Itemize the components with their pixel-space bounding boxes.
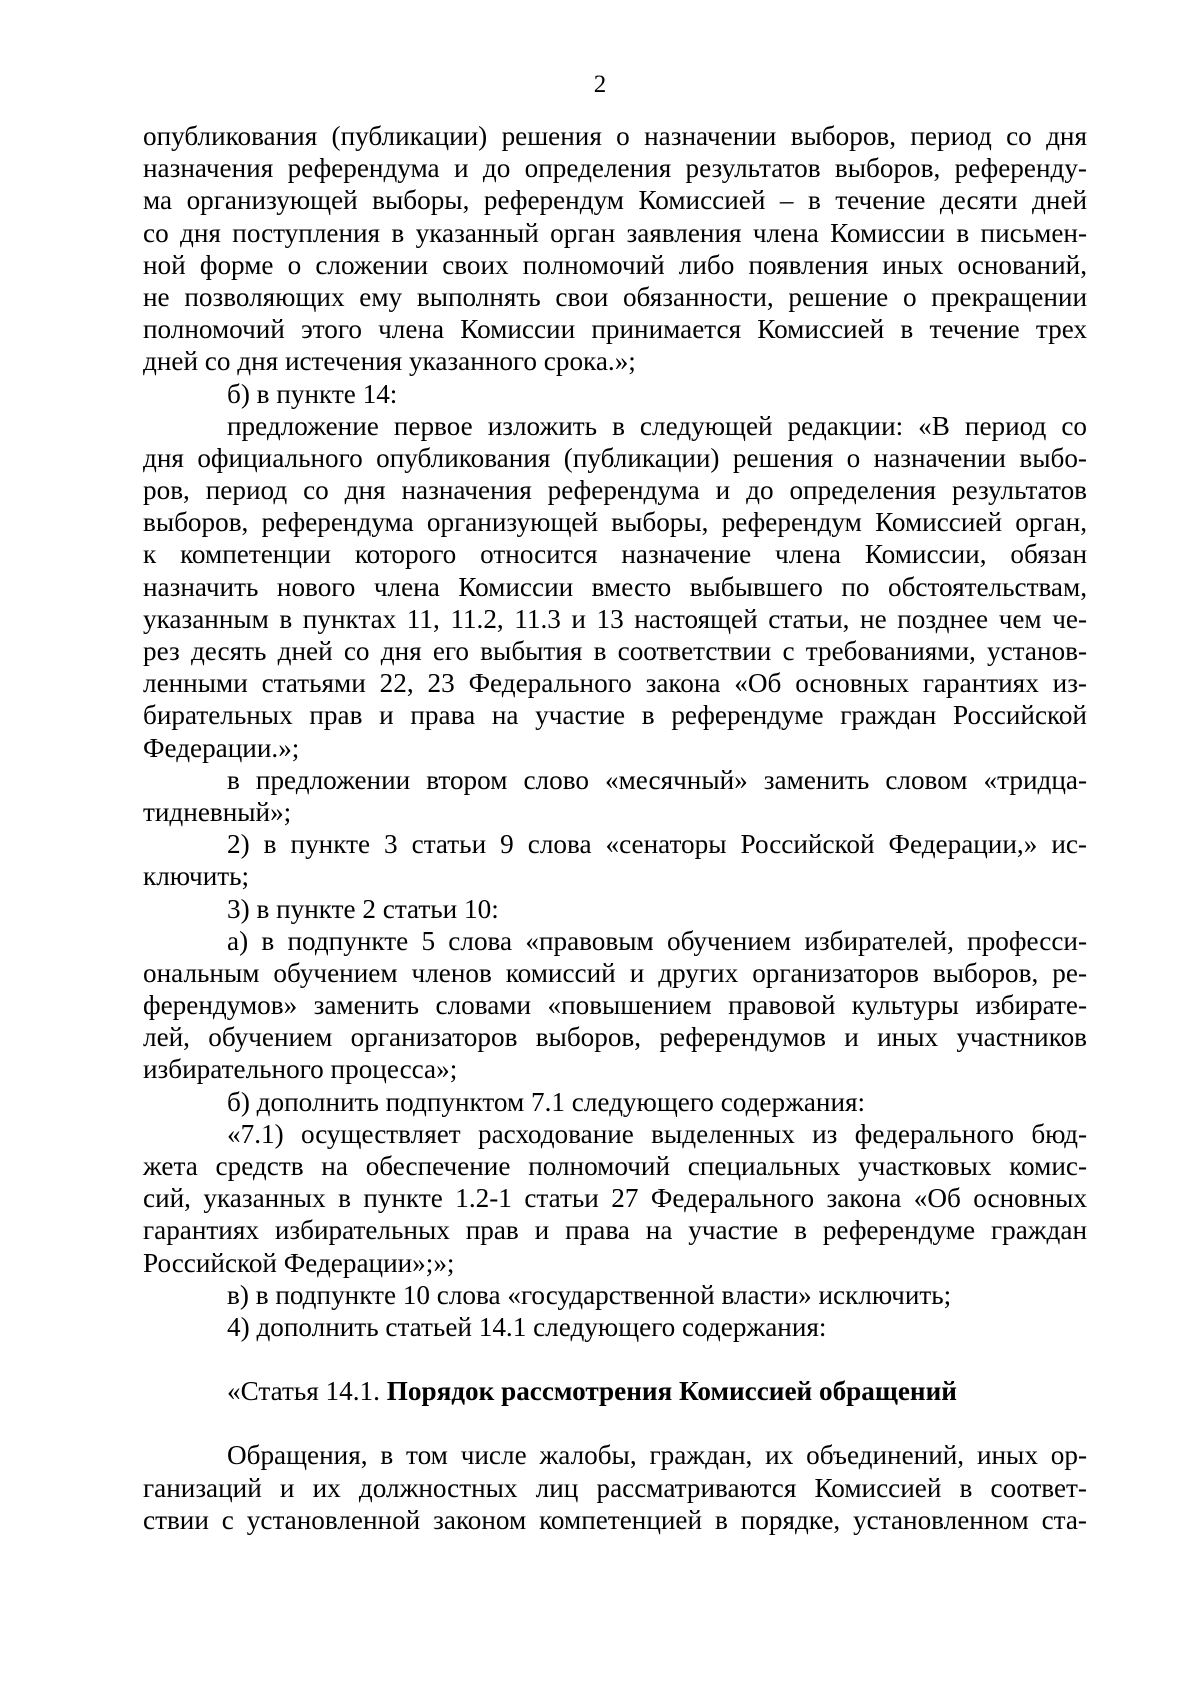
article-heading-title: Порядок рассмотрения Комиссией обращений bbox=[386, 1376, 957, 1407]
paragraph bbox=[143, 893, 1087, 925]
text-line: ферендумов» заменить словами «повышением правовой культуры избирате- bbox=[143, 990, 1087, 1021]
text-line: выборов, референдума организующей выборы, референдум Комиссией орган, bbox=[143, 507, 1087, 538]
text-line: 3) в пункте 2 статьи 10: bbox=[227, 893, 499, 924]
text-line: бирательных прав и права на участие в референдуме граждан Российской bbox=[143, 700, 1087, 731]
text-line: а) в подпункте 5 слова «правовым обучением избирателей, професси- bbox=[227, 925, 1087, 956]
paragraph bbox=[143, 1086, 1087, 1118]
text-line: ональным обучением членов комиссий и других организаторов выборов, ре- bbox=[143, 957, 1087, 988]
text-line: не позволяющих ему выполнять свои обязанности, решение о прекращении bbox=[143, 281, 1087, 312]
text-line: ма организующей выборы, референдум Комиссией – в течение десяти дней bbox=[143, 185, 1087, 216]
text-line: сий, указанных в пункте 1.2-1 статьи 27 Федерального закона «Об основных bbox=[143, 1183, 1087, 1214]
article-heading bbox=[143, 1375, 1087, 1407]
text-line: ключить; bbox=[143, 861, 250, 892]
text-line: в) в подпункте 10 слова «государственной власти» исключить; bbox=[227, 1279, 952, 1310]
text-line: предложение первое изложить в следующей редакции: «В период со bbox=[227, 410, 1087, 441]
paragraph bbox=[143, 1311, 1087, 1343]
text-line: со дня поступления в указанный орган заявления члена Комиссии в письмен- bbox=[143, 217, 1087, 248]
text-line: б) дополнить подпунктом 7.1 следующего содержания: bbox=[227, 1086, 866, 1117]
text-line: б) в пункте 14: bbox=[227, 378, 398, 409]
text-line: назначения референдума и до определения результатов выборов, референду- bbox=[143, 153, 1087, 184]
spacer bbox=[143, 1407, 1087, 1439]
paragraph bbox=[143, 120, 1087, 378]
paragraph bbox=[143, 1279, 1087, 1311]
text-line: избирательного процесса»; bbox=[143, 1054, 458, 1085]
text-line: Российской Федерации»;»; bbox=[143, 1247, 455, 1278]
text-line: в предложении втором слово «месячный» заменить словом «тридца- bbox=[227, 764, 1087, 795]
paragraph bbox=[143, 1439, 1087, 1536]
paragraph bbox=[143, 925, 1087, 1086]
text-line: Обращения, в том числе жалобы, граждан, их объединений, иных ор- bbox=[227, 1440, 1087, 1471]
text-line: дня официального опубликования (публикации) решения о назначении выбо- bbox=[143, 442, 1087, 473]
paragraph bbox=[143, 1118, 1087, 1279]
page-number: 2 bbox=[593, 71, 607, 98]
text-line: ров, период со дня назначения референдума и до определения результатов bbox=[143, 475, 1087, 506]
paragraph bbox=[143, 378, 1087, 410]
text-line: назначить нового члена Комиссии вместо выбывшего по обстоятельствам, bbox=[143, 571, 1087, 602]
text-line: к компетенции которого относится назначение члена Комиссии, обязан bbox=[143, 539, 1087, 570]
text-line: опубликования (публикации) решения о назначении выборов, период со дня bbox=[143, 121, 1087, 151]
text-line: полномочий этого члена Комиссии принимается Комиссией в течение трех bbox=[143, 314, 1087, 345]
text-line: гарантиях избирательных прав и права на участие в референдуме граждан bbox=[143, 1215, 1087, 1246]
text-line: рез десять дней со дня его выбытия в соответствии с требованиями, установ- bbox=[143, 636, 1087, 666]
document-body bbox=[143, 120, 1087, 1536]
text-line: дней со дня истечения указанного срока.»; bbox=[143, 346, 636, 377]
paragraph bbox=[143, 410, 1087, 764]
text-line: 2) в пункте 3 статьи 9 слова «сенаторы Российской Федерации,» ис- bbox=[227, 829, 1087, 860]
article-heading-prefix: «Статья 14.1. bbox=[227, 1376, 387, 1407]
text-line: ганизаций и их должностных лиц рассматриваются Комиссией в соответ- bbox=[143, 1472, 1087, 1503]
text-line: тидневный»; bbox=[143, 796, 292, 827]
text-line: Федерации.»; bbox=[143, 732, 300, 763]
spacer bbox=[143, 1343, 1087, 1375]
text-line: ной форме о сложении своих полномочий либо появления иных оснований, bbox=[143, 249, 1087, 280]
text-line: ленными статьями 22, 23 Федерального закона «Об основных гарантиях из- bbox=[143, 668, 1087, 699]
paragraph bbox=[143, 828, 1087, 892]
text-line: 4) дополнить статьей 14.1 следующего содержания: bbox=[227, 1311, 827, 1342]
text-line: «7.1) осуществляет расходование выделенных из федерального бюд- bbox=[227, 1118, 1087, 1149]
text-line: ствии с установленной законом компетенцией в порядке, установленном ста- bbox=[143, 1504, 1087, 1535]
text-line: лей, обучением организаторов выборов, референдумов и иных участников bbox=[143, 1022, 1087, 1053]
text-line: указанным в пунктах 11, 11.2, 11.3 и 13 настоящей статьи, не позднее чем че- bbox=[143, 603, 1087, 634]
paragraph bbox=[143, 764, 1087, 828]
text-line: жета средств на обеспечение полномочий специальных участковых комис- bbox=[143, 1151, 1087, 1181]
